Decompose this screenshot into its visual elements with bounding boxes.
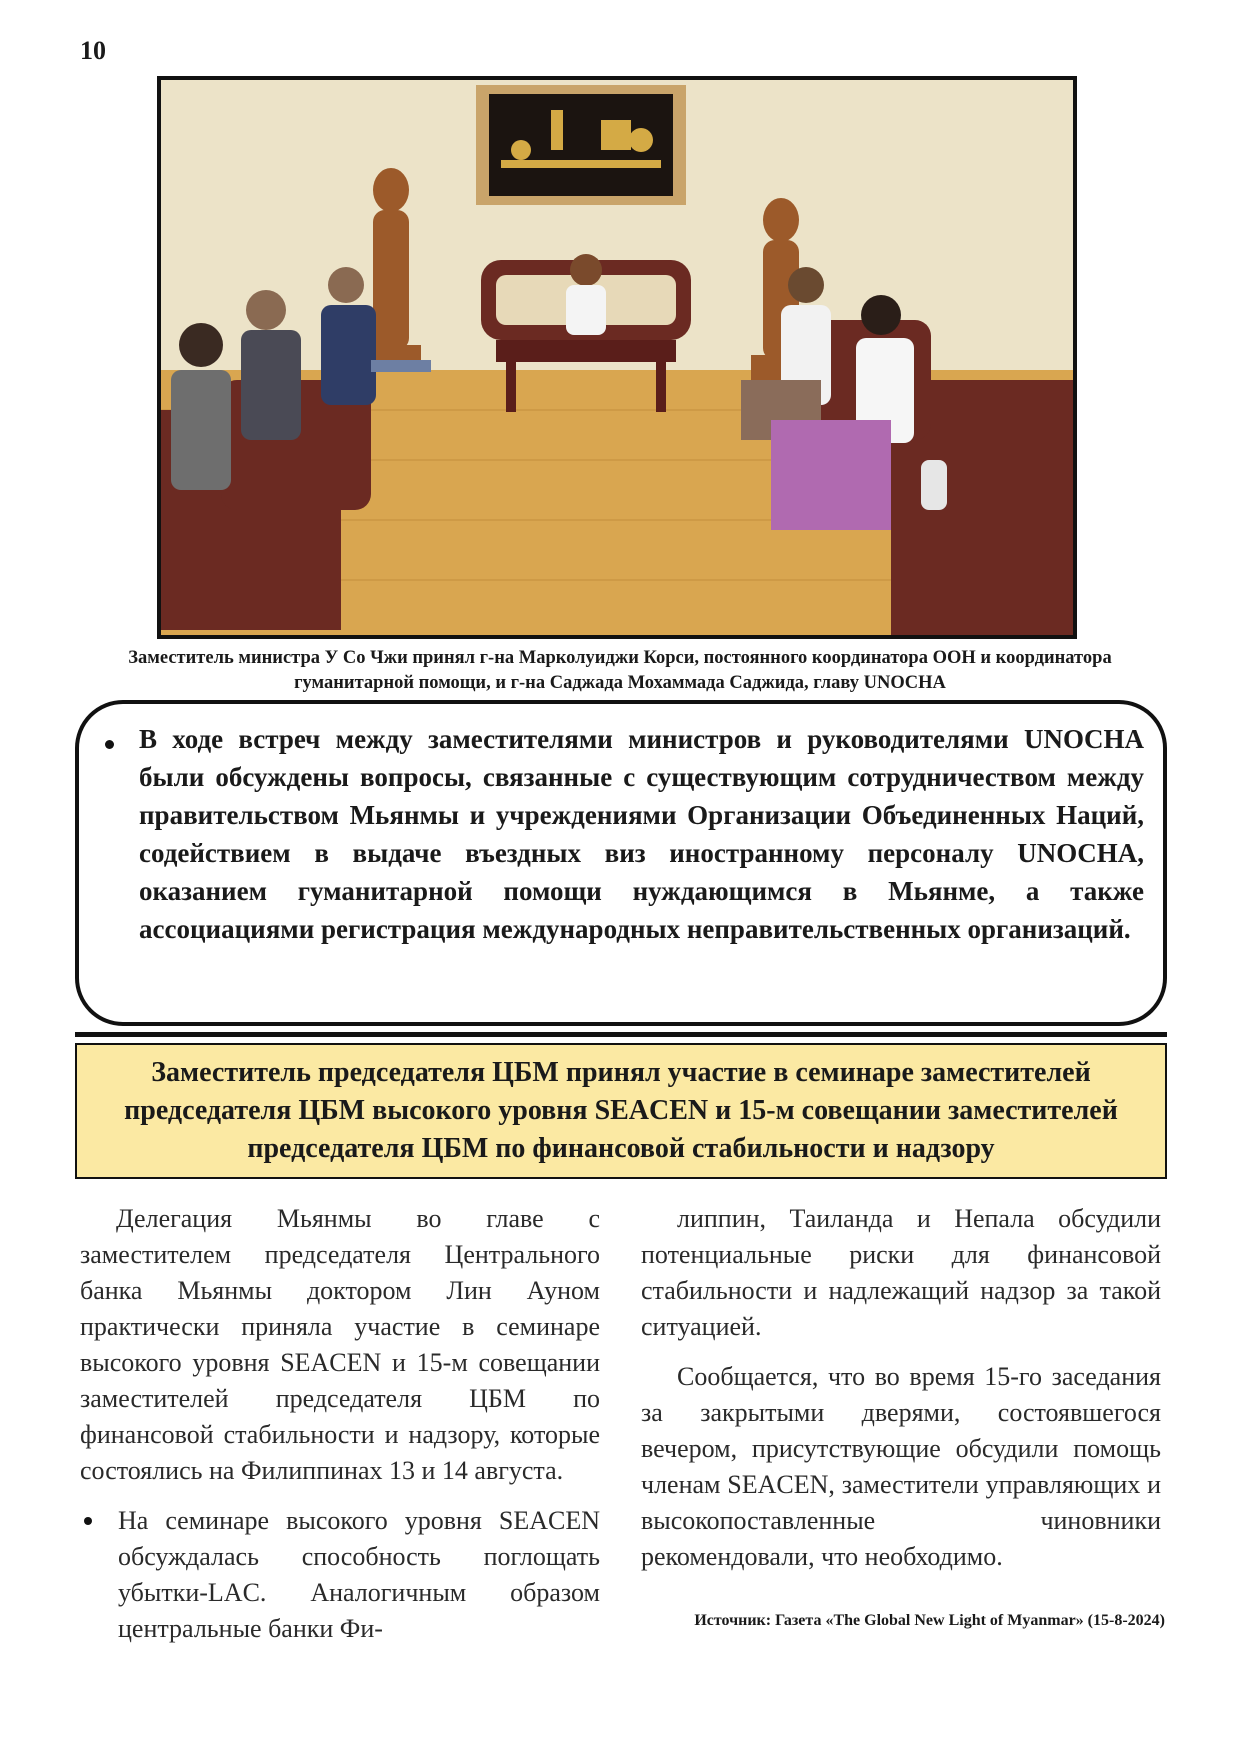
list-item [80, 1503, 600, 1647]
bullet-icon [84, 1517, 92, 1525]
headline-text: Заместитель председателя ЦБМ принял участие в семинаре заместителей председателя ЦБМ высокого уровня SEACEN и 15-м совещании заместителей председателя ЦБМ по финансовой стабильности и надзору [124, 1057, 1118, 1164]
paragraph: липпин, Таиланда и Непала обсудили потенциальные риски для финансовой стабильности и надлежащий надзор за такой ситуацией. [641, 1204, 1161, 1341]
source-credit: Источник: Газета «The Global New Light of Myanmar» (15-8-2024) [694, 1612, 1165, 1629]
meeting-photo-illustration [161, 80, 1073, 635]
meeting-photo [157, 76, 1077, 639]
article-column-left [80, 1201, 600, 1647]
highlight-box [75, 700, 1167, 1026]
list-item-text: На семинаре высокого уровня SEACEN обсуждалась способность поглощать убытки-LAC. Аналогичным образом центральные банки Фи- [118, 1506, 600, 1643]
page-number: 10 [80, 36, 106, 65]
bullet-icon [105, 740, 114, 749]
photo-caption: Заместитель министра У Со Чжи принял г-на Марколуиджи Корси, постоянного координатора ООН и координатора гуманитарной помощи, и г-на Саджада Мохаммада Саджида, главу UNOCHA [128, 648, 1112, 693]
section-divider [75, 1032, 1167, 1037]
paragraph: Сообщается, что во время 15-го заседания за закрытыми дверями, состоявшегося вечером, присутствующие обсудили помощь членам SEACEN, заместители управляющих и высокопоставленные чиновники рекомендовали, что необходимо. [641, 1362, 1161, 1571]
article-column-right [641, 1201, 1161, 1575]
paragraph: Делегация Мьянмы во главе с заместителем председателя Центрального банка Мьянмы доктором Лин Ауном практически приняла участие в семинаре высокого уровня SEACEN и 15-м совещании заместителей председателя ЦБМ по финансовой стабильности и надзору, которые состоялись на Филиппинах 13 и 14 августа. [80, 1204, 600, 1485]
highlight-text: В ходе встреч между заместителями министров и руководителями UNOCHA были обсуждены вопросы, связанные с существующим сотрудничеством между правительством Мьянмы и учреждениями Организации Объединенных Наций, содействием в выдаче въездных виз иностранному персоналу UNOCHA, оказанием гуманитарной помощи нуждающимся в Мьянме, а также ассоциациями регистрация международных неправительственных организаций. [139, 724, 1144, 944]
article-headline [75, 1043, 1167, 1179]
